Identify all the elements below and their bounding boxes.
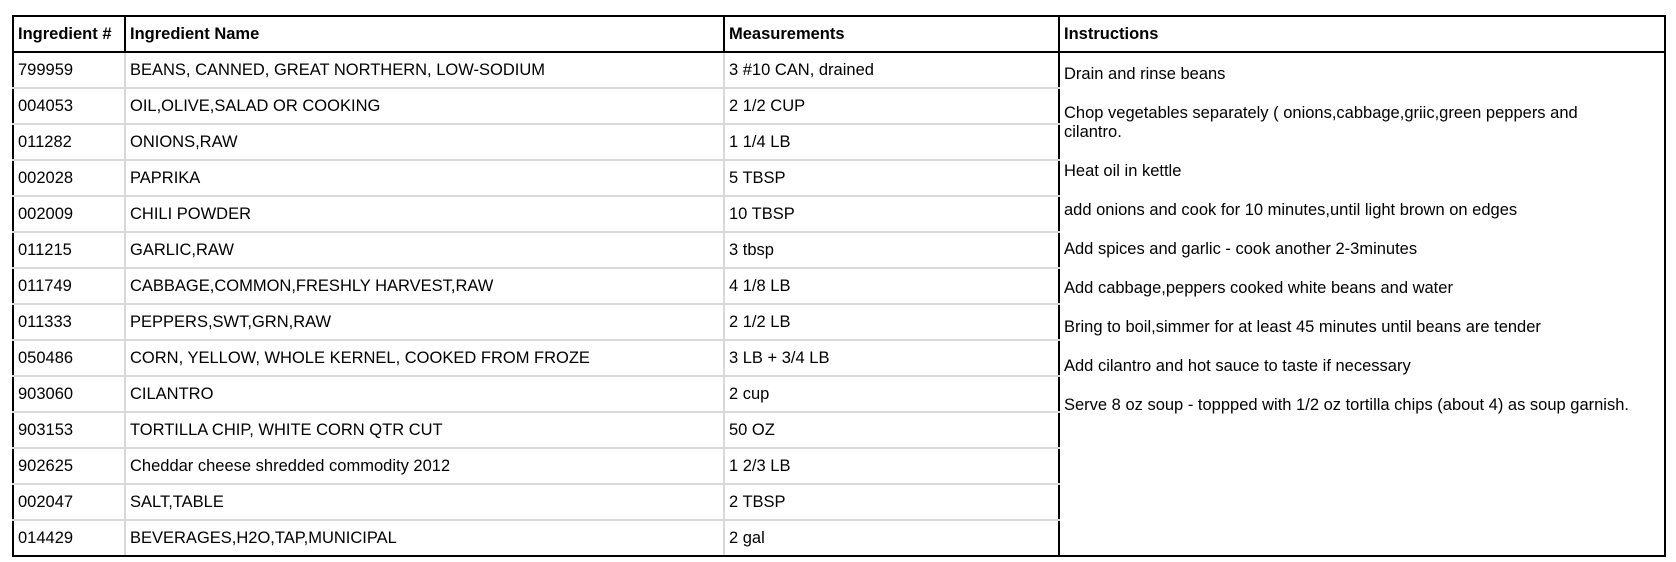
measurement: 50 OZ [724,412,1059,448]
ingredient-number: 004053 [13,88,125,124]
instruction-step: Add cabbage,peppers cooked white beans and water [1064,279,1453,297]
measurement: 3 #10 CAN, drained [724,52,1059,88]
ingredient-number: 799959 [13,52,125,88]
ingredient-number: 002047 [13,484,125,520]
ingredient-number: 002028 [13,160,125,196]
instruction-step: Add spices and garlic - cook another 2-3minutes [1064,240,1418,258]
measurement: 2 cup [724,376,1059,412]
ingredient-number: 014429 [13,520,125,556]
header-instructions: Instructions [1059,16,1665,52]
recipe-table [12,15,1666,557]
instruction-step: Serve 8 oz soup - toppped with 1/2 oz tortilla chips (about 4) as soup garnish. [1064,396,1629,414]
measurement: 5 TBSP [724,160,1059,196]
ingredient-name: PAPRIKA [125,160,724,196]
instruction-step: Bring to boil,simmer for at least 45 minutes until beans are tender [1064,318,1541,336]
instruction-step: Drain and rinse beans [1064,65,1226,83]
ingredient-name: CILANTRO [125,376,724,412]
ingredient-number: 903153 [13,412,125,448]
ingredient-number: 002009 [13,196,125,232]
ingredient-number: 011282 [13,124,125,160]
instruction-step: Chop vegetables separately ( onions,cabbage,griic,green peppers and cilantro. [1064,104,1578,141]
ingredient-name: ONIONS,RAW [125,124,724,160]
instruction-step: Heat oil in kettle [1064,162,1182,180]
ingredient-name: CHILI POWDER [125,196,724,232]
instructions-cell [1059,52,1665,556]
table-row [13,52,1665,88]
ingredient-number: 902625 [13,448,125,484]
measurement: 2 1/2 CUP [724,88,1059,124]
ingredient-number: 011749 [13,268,125,304]
ingredient-name: Cheddar cheese shredded commodity 2012 [125,448,724,484]
ingredient-name: CORN, YELLOW, WHOLE KERNEL, COOKED FROM FROZE [125,340,724,376]
ingredient-name: SALT,TABLE [125,484,724,520]
measurement: 3 tbsp [724,232,1059,268]
measurement: 2 1/2 LB [724,304,1059,340]
measurement: 3 LB + 3/4 LB [724,340,1059,376]
table-body [13,52,1665,556]
header-measurements: Measurements [724,16,1059,52]
ingredient-name: BEANS, CANNED, GREAT NORTHERN, LOW-SODIUM [125,52,724,88]
measurement: 2 TBSP [724,484,1059,520]
ingredient-number: 050486 [13,340,125,376]
ingredient-name: BEVERAGES,H2O,TAP,MUNICIPAL [125,520,724,556]
header-ingredient-name: Ingredient Name [125,16,724,52]
ingredient-number: 011215 [13,232,125,268]
ingredient-number: 903060 [13,376,125,412]
measurement: 1 2/3 LB [724,448,1059,484]
ingredient-name: PEPPERS,SWT,GRN,RAW [125,304,724,340]
ingredient-name: CABBAGE,COMMON,FRESHLY HARVEST,RAW [125,268,724,304]
ingredient-name: OIL,OLIVE,SALAD OR COOKING [125,88,724,124]
header-ingredient-number: Ingredient # [13,16,125,52]
header-row [13,16,1665,52]
instruction-step: Add cilantro and hot sauce to taste if necessary [1064,357,1411,375]
instruction-step: add onions and cook for 10 minutes,until light brown on edges [1064,201,1518,219]
measurement: 2 gal [724,520,1059,556]
measurement: 1 1/4 LB [724,124,1059,160]
ingredient-name: GARLIC,RAW [125,232,724,268]
ingredient-name: TORTILLA CHIP, WHITE CORN QTR CUT [125,412,724,448]
ingredient-number: 011333 [13,304,125,340]
measurement: 10 TBSP [724,196,1059,232]
measurement: 4 1/8 LB [724,268,1059,304]
